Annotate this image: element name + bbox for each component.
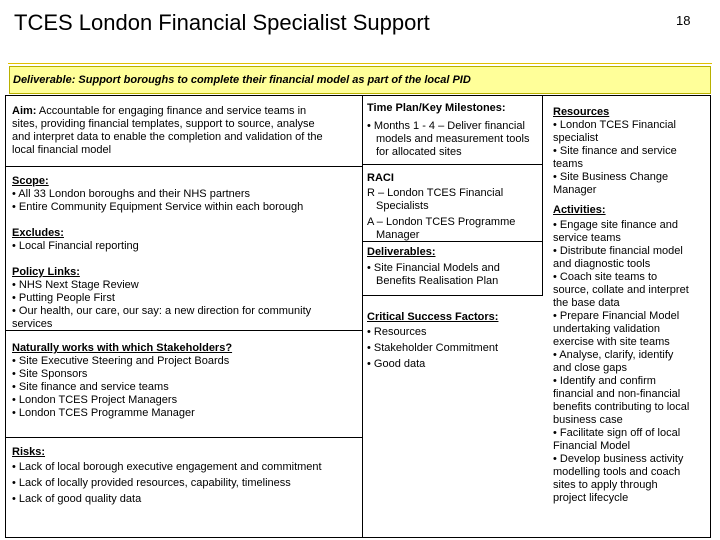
divider-top (8, 63, 712, 64)
activities-section: Activities: • Engage site finance and service teams • Distribute financial model and diagnostic tools • Coach site teams to source, collate and interpret the base data • Prepare Financial Model undertaking validation exercise with site teams • Analyse, clarify, identify and close gaps • Identify and confirm financial and non-financial benefits contributing to local business case • Facilitate sign off of local Financial Model • Develop business activity modelling tools and coach sites to apply through project lifecycle (553, 204, 690, 504)
deliverables-section: Deliverables: • Site Financial Models and Benefits Realisation Plan (367, 246, 500, 287)
raci-section: RACI R – London TCES Financial Specialists A – London TCES Programme Manager (367, 172, 516, 241)
excludes-section: Excludes: • Local Financial reporting (12, 227, 139, 252)
risks-section: Risks: • Lack of local borough executive engagement and commitment • Lack of locally provided resources, capability, timeliness • Lack of good quality data (12, 446, 322, 505)
scope-section: Scope: • All 33 London boroughs and their NHS partners • Entire Community Equipment Service within each borough (12, 175, 304, 213)
csf-section: Critical Success Factors: • Resources • Stakeholder Commitment • Good data (367, 311, 499, 370)
timeplan-section: Time Plan/Key Milestones: • Months 1 - 4 – Deliver financial models and measurement tools for allocated sites (367, 102, 530, 158)
banner-text: Deliverable: Support boroughs to complete their financial model as part of the local PID (13, 74, 471, 86)
aim-section: Aim: Accountable for engaging finance and service teams in sites, providing financial templates, support to source, analyse and interpret data to enable the completion and validation of the local financial model (12, 105, 323, 156)
deliverable-banner (9, 66, 711, 94)
resources-section: Resources • London TCES Financial specialist • Site finance and service teams • Site Business Change Manager (553, 106, 677, 196)
page-title: TCES London Financial Specialist Support (14, 10, 430, 35)
policy-section: Policy Links: • NHS Next Stage Review • Putting People First • Our health, our care, our say: a new direction for community services (12, 266, 312, 330)
stakeholders-section: Naturally works with which Stakeholders? • Site Executive Steering and Project Boards • Site Sponsors • Site finance and service teams • London TCES Project Managers • London TCES Programme Manager (12, 342, 233, 419)
page-number: 18 (676, 13, 691, 28)
